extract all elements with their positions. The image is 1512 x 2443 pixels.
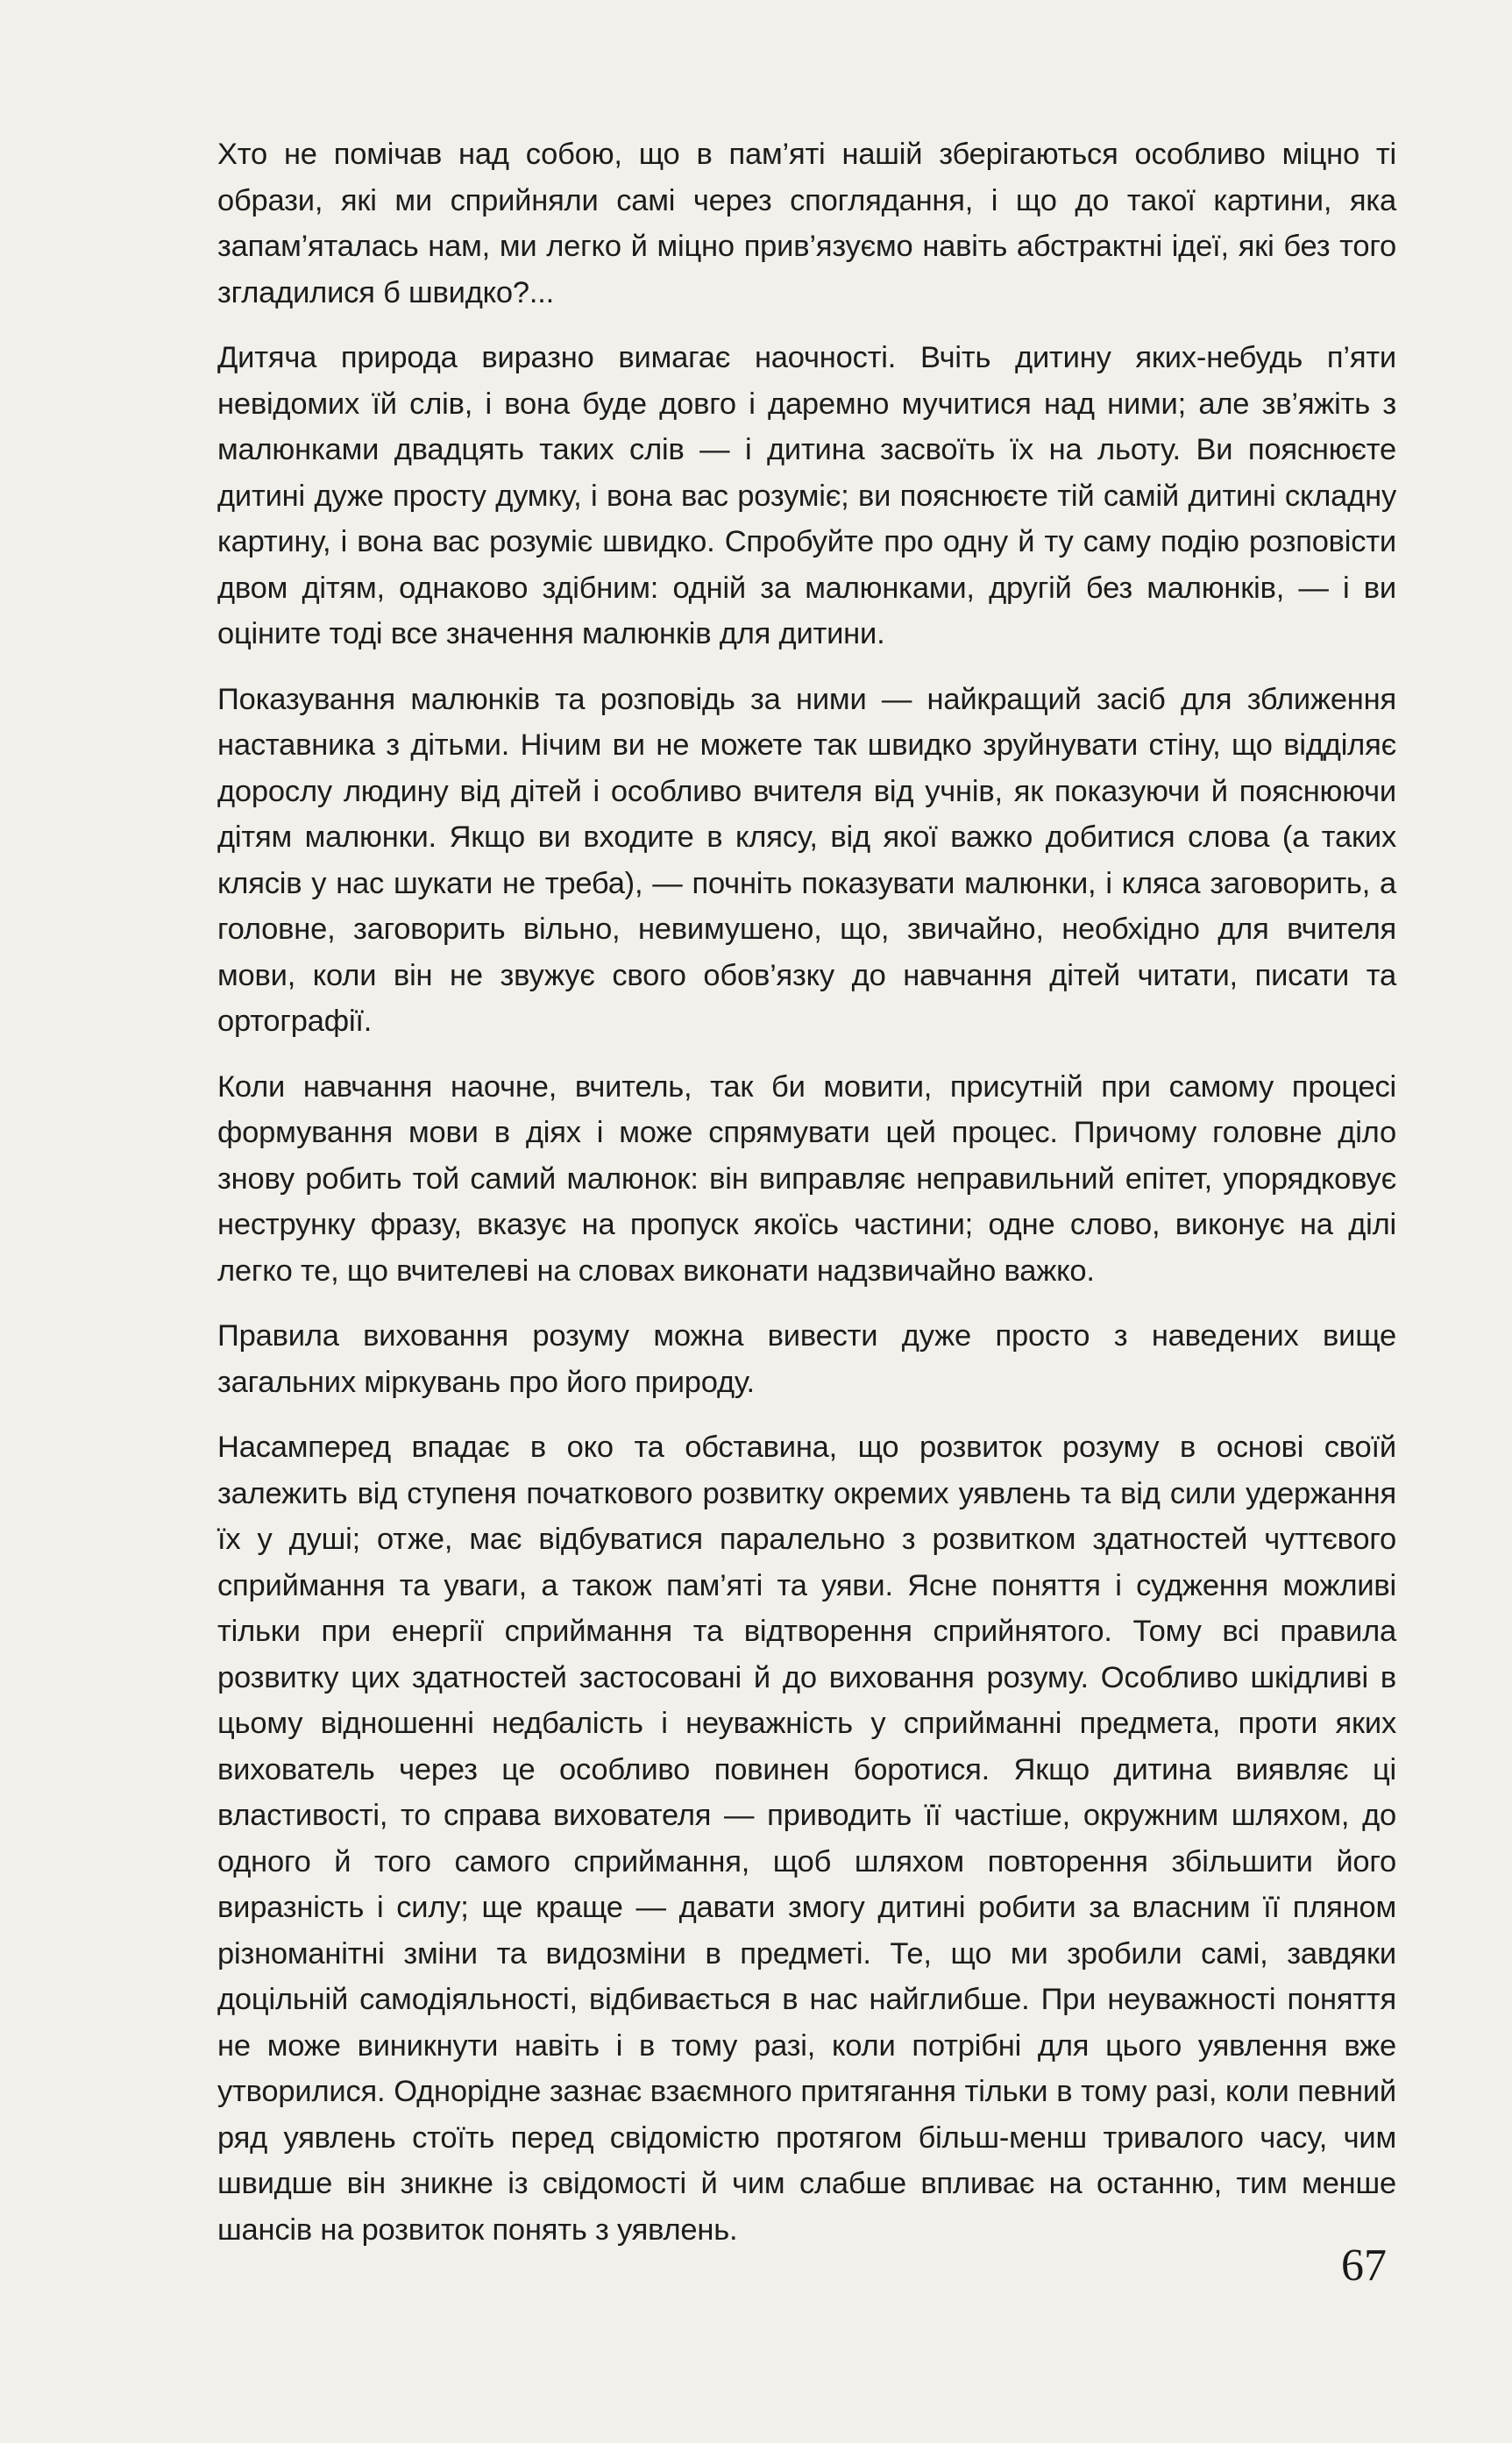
page-body — [217, 131, 1396, 2272]
paragraph-1: Хто не помічав над собою, що в пам’яті нашій зберігаються особливо міцно ті образи, які ми сприйняли самі через споглядання, і що до такої картини, яка запам’яталась нам, ми легко й міцно прив’язуємо навіть абстрактні ідеї, які без того згладилися б швидко?... — [217, 138, 1396, 309]
paragraph-3: Показування малюнків та розповідь за ними — найкращий засіб для зближення наставника з дітьми. Нічим ви не можете так швидко зруйнувати стіну, що відділяє дорослу людину від дітей і особливо вчителя від учнів, як показуючи й пояснюючи дітям малюнки. Якщо ви входите в клясу, від якої важко добитися слова (а таких клясів у нас шукати не треба), — почніть показувати малюнки, і кляса заговорить, а головне, заговорить вільно, невимушено, що, звичайно, необхідно для вчителя мови, коли він не звужує свого обов’язку до навчання дітей читати, писати та ортографії. — [217, 682, 1396, 1038]
paragraph-5: Правила виховання розуму можна вивести дуже просто з наведених вище загальних міркувань про його природу. — [217, 1319, 1396, 1399]
page-number: 67 — [1341, 2241, 1387, 2290]
paragraph-6: Насамперед впадає в око та обставина, що розвиток розуму в основі своїй залежить від ступеня початкового розвитку окремих уявлень та від сили удержання їх у душі; отже, має відбуватися паралельно з розвитком здатностей чуттєвого сприймання та уваги, а також пам’яті та уяви. Ясне поняття і судження можливі тільки при енергії сприймання та відтворення сприйнятого. Тому всі правила розвитку цих здатностей застосовані й до виховання розуму. Особливо шкідливі в цьому відношенні недбалість і неуважність у сприйманні предмета, проти яких вихователь через це особливо повинен боротися. Якщо дитина виявляє ці властивості, то справа вихователя — приводить її частіше, окружним шляхом, до одного й того самого сприймання, щоб шляхом повторення збільшити його виразність і силу; ще краще — давати змогу дитині робити за власним її пляном різноманітні зміни та видозміни в предметі. Те, що ми зробили самі, завдяки доцільній самодіяльності, відбивається в нас найглибше. При неуважності поняття не може виникнути навіть і в тому разі, коли потрібні для цього уявлення вже утворилися. Однорідне зазнає взаємного притягання тільки в тому разі, коли певний ряд уявлень стоїть перед свідомістю протягом більш-менш тривалого часу, чим швидше він зникне із свідомості й чим слабше впливає на останню, тим менше шансів на розвиток понять з уявлень. — [217, 1431, 1396, 2247]
paragraph-4: Коли навчання наочне, вчитель, так би мовити, присутній при самому процесі формування мови в діях і може спрямувати цей процес. Причому головне діло знову робить той самий малюнок: він виправляє неправильний епітет, упорядковує неструнку фразу, вказує на пропуск якоїсь частини; одне слово, виконує на ділі легко те, що вчителеві на словах виконати надзвичайно важко. — [217, 1069, 1396, 1288]
paragraph-2: Дитяча природа виразно вимагає наочності. Вчіть дитину яких-небудь п’яти невідомих їй слів, і вона буде довго і даремно мучитися над ними; але зв’яжіть з малюнками двадцять таких слів — і дитина засвоїть їх на льоту. Ви пояснюєте дитині дуже просту думку, і вона вас розуміє; ви пояснюєте тій самій дитині складну картину, і вона вас розуміє швидко. Спробуйте про одну й ту саму подію розповісти двом дітям, однаково здібним: одній за малюнками, другій без малюнків, — і ви оціните тоді все значення малюнків для дитини. — [217, 341, 1396, 650]
